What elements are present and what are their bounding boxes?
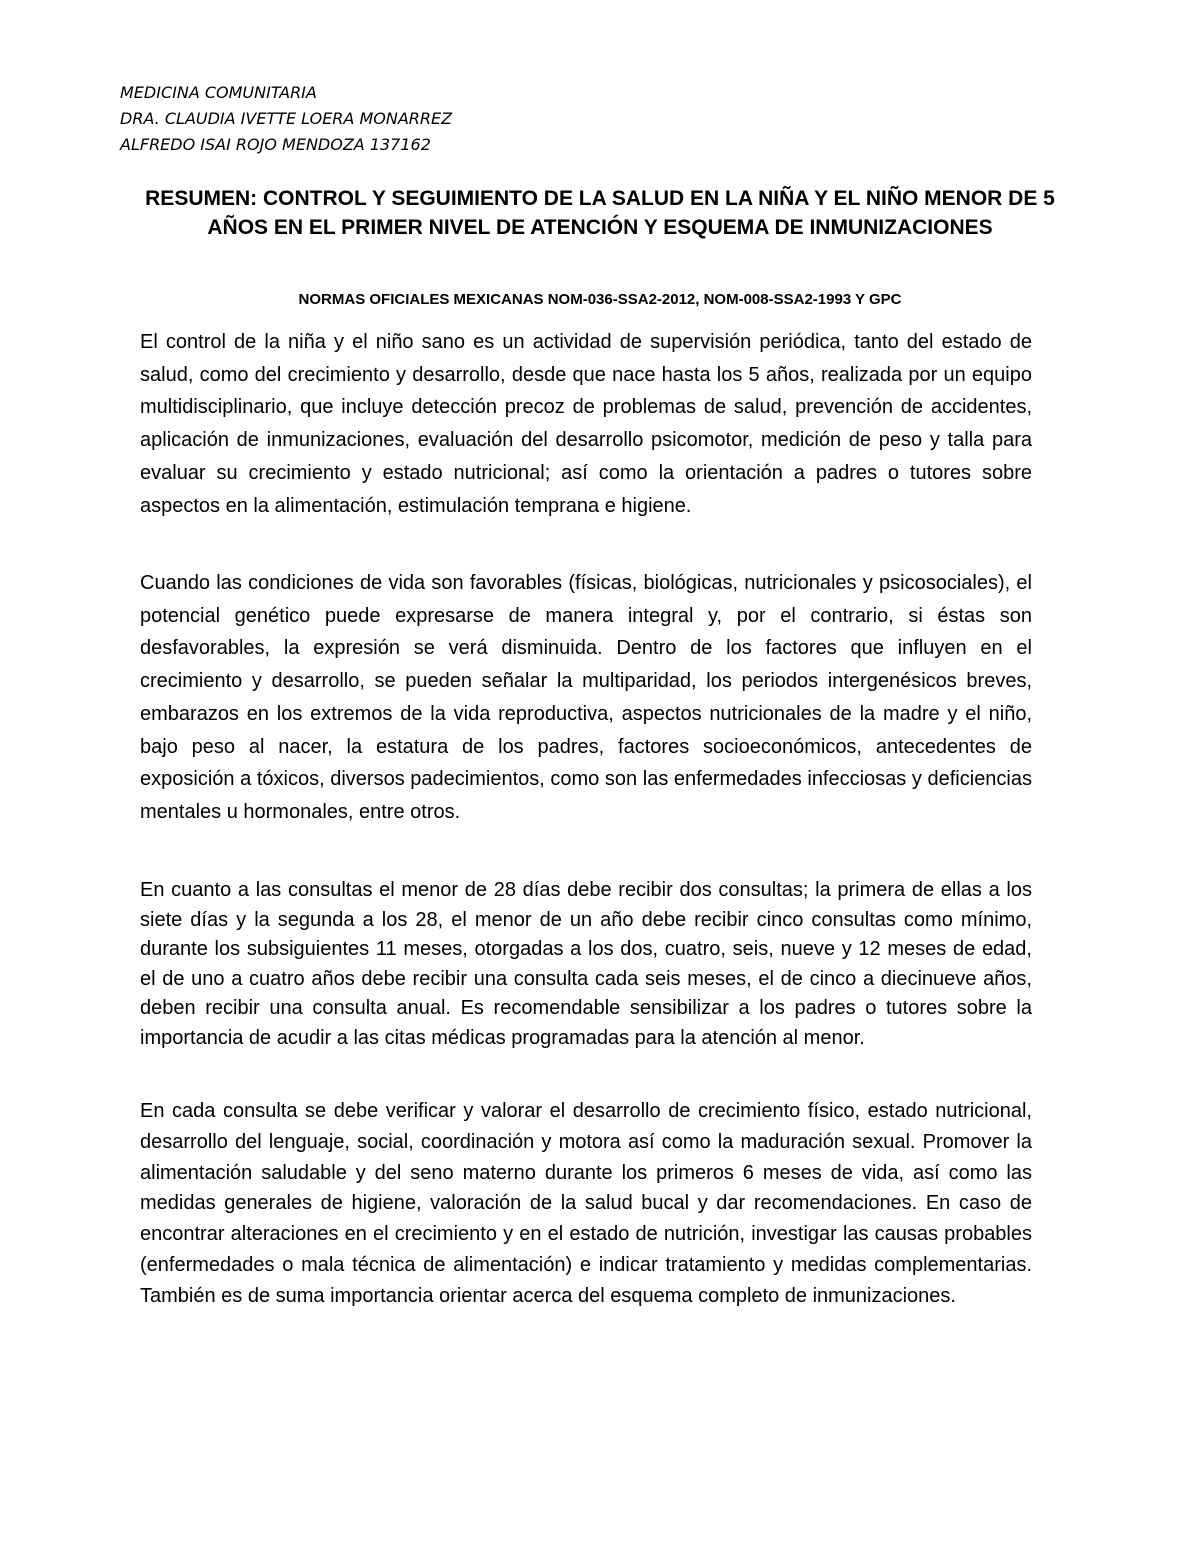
document-header: [120, 80, 452, 158]
paragraph-2: Cuando las condiciones de vida son favorables (físicas, biológicas, nutricionales y psicosociales), el potencial genético puede expresarse de manera integral y, por el contrario, si éstas son desfavorables, la expresión se verá disminuida. Dentro de los factores que influyen en el crecimiento y desarrollo, se pueden señalar la multiparidad, los periodos intergenésicos breves, embarazos en los extremos de la vida reproductiva, aspectos nutricionales de la madre y el niño, bajo peso al nacer, la estatura de los padres, factores socioeconómicos, antecedentes de exposición a tóxicos, diversos padecimientos, como son las enfermedades infecciosas y deficiencias mentales u hormonales, entre otros.: [140, 572, 1032, 823]
paragraph-4: En cada consulta se debe verificar y valorar el desarrollo de crecimiento físico, estado nutricional, desarrollo del lenguaje, social, coordinación y motora así como la maduración sexual. Promover la alimentación saludable y del seno materno durante los primeros 6 meses de vida, así como las medidas generales de higiene, valoración de la salud bucal y dar recomendaciones. En caso de encontrar alteraciones en el crecimiento y en el estado de nutrición, investigar las causas probables (enfermedades o mala técnica de alimentación) e indicar tratamiento y medidas complementarias. También es de suma importancia orientar acerca del esquema completo de inmunizaciones.: [140, 1100, 1032, 1307]
student-name: ALFREDO ISAI ROJO MENDOZA 137162: [120, 135, 431, 154]
document-subtitle: NORMAS OFICIALES MEXICANAS NOM-036-SSA2-2012, NOM-008-SSA2-1993 Y GPC: [298, 291, 902, 308]
paragraph-1: El control de la niña y el niño sano es un actividad de supervisión periódica, tanto del estado de salud, como del crecimiento y desarrollo, desde que nace hasta los 5 años, realizada por un equipo multidisciplinario, que incluye detección precoz de problemas de salud, prevención de accidentes, aplicación de inmunizaciones, evaluación del desarrollo psicomotor, medición de peso y talla para evaluar su crecimiento y estado nutricional; así como la orientación a padres o tutores sobre aspectos en la alimentación, estimulación temprana e higiene.: [140, 331, 1032, 517]
paragraph-3: En cuanto a las consultas el menor de 28 días debe recibir dos consultas; la primera de ellas a los siete días y la segunda a los 28, el menor de un año debe recibir cinco consultas como mínimo, durante los subsiguientes 11 meses, otorgadas a los dos, cuatro, seis, nueve y 12 meses de edad, el de uno a cuatro años debe recibir una consulta cada seis meses, el de cinco a diecinueve años, deben recibir una consulta anual. Es recomendable sensibilizar a los padres o tutores sobre la importancia de acudir a las citas médicas programadas para la atención al menor.: [140, 879, 1032, 1049]
course-name: MEDICINA COMUNITARIA: [120, 83, 317, 102]
teacher-name: DRA. CLAUDIA IVETTE LOERA MONARREZ: [120, 109, 453, 128]
document-title: RESUMEN: CONTROL Y SEGUIMIENTO DE LA SALUD EN LA NIÑA Y EL NIÑO MENOR DE 5 AÑOS EN EL PRIMER NIVEL DE ATENCIÓN Y ESQUEMA DE INMUNIZACIONES: [145, 187, 1055, 239]
